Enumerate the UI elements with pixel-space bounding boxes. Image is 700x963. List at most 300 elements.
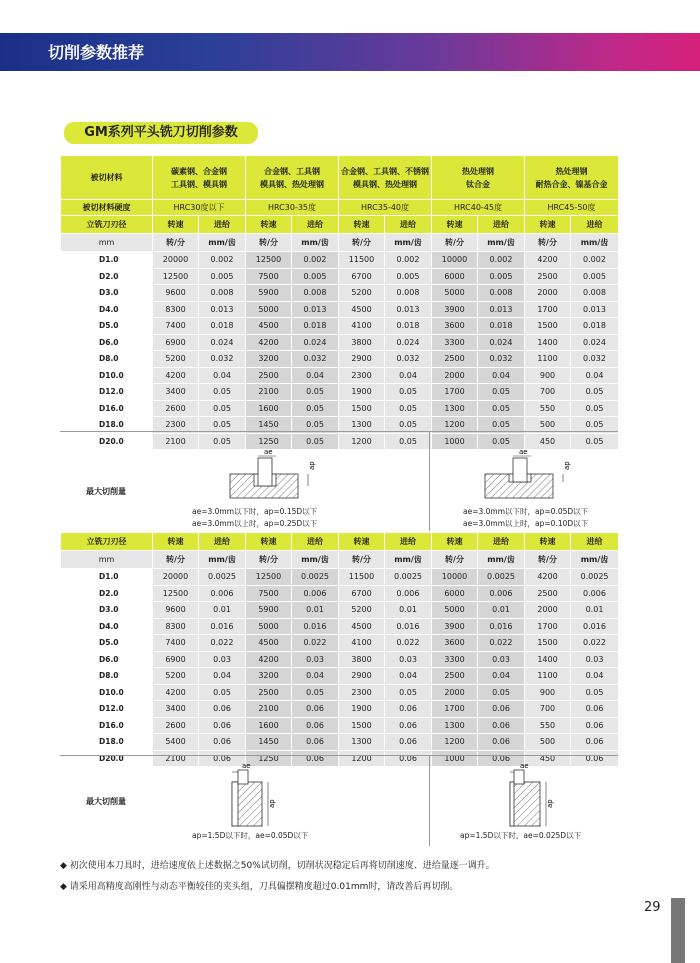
value-cell: 500: [525, 734, 571, 751]
value-cell: 4200: [153, 367, 199, 384]
value-cell: 1100: [525, 351, 571, 368]
feed-label-cell: 进给: [478, 216, 525, 234]
value-cell: 0.008: [292, 285, 339, 302]
diameter-cell: D12.0: [61, 701, 153, 718]
table-row: [61, 668, 619, 685]
value-cell: 8300: [153, 301, 199, 318]
diameter-cell: D6.0: [61, 651, 153, 668]
material-line-2: 模具钢、热处理钢: [353, 179, 417, 189]
diameter-label-cell: 立铣刀刃径: [61, 216, 153, 234]
value-cell: 450: [525, 433, 571, 450]
cut1-right-note-2: ae=3.0mm以上时，ap=0.10D以下: [463, 519, 589, 528]
speed-label-cell: 转速: [432, 533, 478, 551]
value-cell: 0.05: [478, 433, 525, 450]
speed-label-cell: 转速: [153, 216, 199, 234]
value-cell: 7500: [246, 585, 292, 602]
cut-diagram-slot-right: [465, 446, 605, 506]
value-cell: 0.04: [478, 668, 525, 685]
value-cell: 0.06: [199, 717, 246, 734]
value-cell: 0.0025: [292, 569, 339, 586]
value-cell: 0.006: [385, 585, 432, 602]
value-cell: 0.032: [478, 351, 525, 368]
value-cell: 6000: [432, 268, 478, 285]
speed-label-cell: 转速: [525, 533, 571, 551]
value-cell: 0.016: [292, 618, 339, 635]
footnote-2: ◆ 请采用高精度高刚性与动态平衡较佳的夹头组，刀具偏摆精度超过0.01mm时，请改善后再切削。: [60, 882, 459, 892]
value-cell: 4200: [246, 334, 292, 351]
value-cell: 2500: [246, 367, 292, 384]
speed-unit-cell: 转/分: [432, 234, 478, 252]
value-cell: 3800: [339, 334, 385, 351]
value-cell: 1100: [525, 668, 571, 685]
value-cell: 4500: [339, 301, 385, 318]
value-cell: 0.05: [571, 384, 619, 401]
value-cell: 0.022: [571, 635, 619, 652]
value-cell: 1450: [246, 734, 292, 751]
value-cell: 900: [525, 684, 571, 701]
value-cell: 2600: [153, 717, 199, 734]
cut1-left-note-1: ae=3.0mm以下时，ap=0.15D以下: [192, 507, 318, 516]
value-cell: 2300: [339, 367, 385, 384]
feed-label-cell: 进给: [292, 216, 339, 234]
value-cell: 2100: [246, 384, 292, 401]
material-header-cell: [246, 156, 339, 200]
value-cell: 0.032: [199, 351, 246, 368]
value-cell: 0.018: [571, 318, 619, 335]
feed-label-cell: 进给: [478, 533, 525, 551]
value-cell: 0.05: [199, 433, 246, 450]
value-cell: 0.024: [571, 334, 619, 351]
value-cell: 1700: [432, 701, 478, 718]
table-row: [61, 717, 619, 734]
value-cell: 5000: [432, 602, 478, 619]
value-cell: 4500: [246, 318, 292, 335]
value-cell: 5200: [153, 668, 199, 685]
value-cell: 0.002: [292, 252, 339, 269]
value-cell: 1400: [525, 651, 571, 668]
value-cell: 0.032: [385, 351, 432, 368]
ae-label: ae: [519, 448, 528, 456]
footnote-1: ◆ 初次使用本刀具时，进给速度依上述数据之50%试切削，切削状况稳定后再将切削速度、进给量逐一调升。: [60, 861, 495, 871]
value-cell: 0.05: [571, 417, 619, 434]
cutting-table-2: [60, 532, 619, 767]
feed-unit-cell: mm/齿: [292, 551, 339, 569]
value-cell: 1000: [432, 433, 478, 450]
header-banner: [0, 33, 700, 71]
ae-label: ae: [520, 762, 529, 770]
max-cut-section-1: [60, 431, 618, 531]
value-cell: 11500: [339, 252, 385, 269]
value-cell: 2000: [525, 602, 571, 619]
value-cell: 0.06: [571, 717, 619, 734]
value-cell: 0.006: [478, 585, 525, 602]
value-cell: 0.01: [292, 602, 339, 619]
table-row: [61, 635, 619, 652]
value-cell: 8300: [153, 618, 199, 635]
diameter-cell: D10.0: [61, 367, 153, 384]
value-cell: 0.06: [199, 701, 246, 718]
value-cell: 2500: [525, 585, 571, 602]
table-row: [61, 285, 619, 302]
material-line-2: 钛合金: [466, 179, 490, 189]
diameter-cell: D2.0: [61, 585, 153, 602]
value-cell: 1900: [339, 384, 385, 401]
ap-label: ap: [546, 799, 554, 808]
value-cell: 0.0025: [199, 569, 246, 586]
cut2-right-note: ap=1.5D以下时，ae=0.025D以下: [460, 831, 582, 840]
value-cell: 0.006: [199, 585, 246, 602]
value-cell: 3300: [432, 651, 478, 668]
value-cell: 0.06: [571, 701, 619, 718]
value-cell: 0.016: [385, 618, 432, 635]
ae-label: ae: [264, 448, 273, 456]
value-cell: 1250: [246, 750, 292, 767]
diameter-cell: D5.0: [61, 635, 153, 652]
value-cell: 9600: [153, 285, 199, 302]
value-cell: 0.05: [199, 384, 246, 401]
speed-unit-cell: 转/分: [339, 234, 385, 252]
value-cell: 4100: [339, 635, 385, 652]
value-cell: 2000: [525, 285, 571, 302]
value-cell: 5200: [339, 285, 385, 302]
value-cell: 1200: [432, 734, 478, 751]
diameter-cell: D18.0: [61, 734, 153, 751]
value-cell: 0.05: [199, 400, 246, 417]
feed-unit-cell: mm/齿: [571, 551, 619, 569]
speed-label-cell: 转速: [153, 533, 199, 551]
value-cell: 2100: [153, 750, 199, 767]
speed-label-cell: 转速: [246, 533, 292, 551]
value-cell: 5900: [246, 602, 292, 619]
diameter-cell: D2.0: [61, 268, 153, 285]
value-cell: 0.06: [292, 734, 339, 751]
value-cell: 6000: [432, 585, 478, 602]
feed-unit-cell: mm/齿: [292, 234, 339, 252]
value-cell: 0.022: [199, 635, 246, 652]
page-edge-bar: [671, 898, 685, 963]
value-cell: 0.05: [292, 684, 339, 701]
value-cell: 0.016: [571, 618, 619, 635]
diameter-cell: D8.0: [61, 668, 153, 685]
value-cell: 0.013: [478, 301, 525, 318]
value-cell: 0.018: [385, 318, 432, 335]
table-row: [61, 684, 619, 701]
value-cell: 4500: [246, 635, 292, 652]
value-cell: 2000: [432, 684, 478, 701]
value-cell: 0.05: [292, 384, 339, 401]
value-cell: 4200: [246, 651, 292, 668]
value-cell: 1000: [432, 750, 478, 767]
feed-unit-cell: mm/齿: [199, 551, 246, 569]
value-cell: 0.018: [292, 318, 339, 335]
diameter-cell: D12.0: [61, 384, 153, 401]
feed-label-cell: 进给: [199, 216, 246, 234]
value-cell: 0.05: [478, 684, 525, 701]
value-cell: 550: [525, 400, 571, 417]
feed-label-cell: 进给: [385, 216, 432, 234]
feed-unit-cell: mm/齿: [385, 234, 432, 252]
value-cell: 0.0025: [571, 569, 619, 586]
cut1-left-note-2: ae=3.0mm以上时，ap=0.25D以下: [192, 519, 318, 528]
value-cell: 2500: [432, 668, 478, 685]
diameter-label-cell: 立铣刀刃径: [61, 533, 153, 551]
value-cell: 0.06: [478, 717, 525, 734]
max-cut-section-2: [60, 755, 618, 846]
value-cell: 0.05: [385, 433, 432, 450]
value-cell: 5900: [246, 285, 292, 302]
value-cell: 0.05: [571, 400, 619, 417]
value-cell: 0.005: [292, 268, 339, 285]
value-cell: 20000: [153, 569, 199, 586]
value-cell: 3200: [246, 351, 292, 368]
feed-label-cell: 进给: [571, 216, 619, 234]
table-row: [61, 618, 619, 635]
value-cell: 0.01: [385, 602, 432, 619]
value-cell: 5400: [153, 734, 199, 751]
speed-label-cell: 转速: [339, 216, 385, 234]
material-header-cell: [432, 156, 525, 200]
value-cell: 0.01: [199, 602, 246, 619]
value-cell: 5000: [246, 301, 292, 318]
diameter-cell: D6.0: [61, 334, 153, 351]
value-cell: 0.06: [292, 717, 339, 734]
value-cell: 0.06: [571, 750, 619, 767]
feed-label-cell: 进给: [292, 533, 339, 551]
hardness-cell: HRC30度以下: [153, 200, 246, 216]
value-cell: 4200: [153, 684, 199, 701]
value-cell: 0.06: [478, 750, 525, 767]
value-cell: 0.05: [292, 400, 339, 417]
value-cell: 0.032: [292, 351, 339, 368]
value-cell: 1500: [339, 400, 385, 417]
speed-unit-cell: 转/分: [153, 234, 199, 252]
value-cell: 0.05: [478, 400, 525, 417]
diameter-cell: D18.0: [61, 417, 153, 434]
table-row: [61, 701, 619, 718]
material-line-1: 碳素钢、合金钢: [171, 166, 227, 176]
value-cell: 0.05: [385, 684, 432, 701]
table-row: [61, 602, 619, 619]
value-cell: 0.018: [199, 318, 246, 335]
feed-unit-cell: mm/齿: [478, 551, 525, 569]
value-cell: 5200: [153, 351, 199, 368]
table-row: [61, 268, 619, 285]
value-cell: 2100: [246, 701, 292, 718]
value-cell: 500: [525, 417, 571, 434]
value-cell: 0.016: [478, 618, 525, 635]
material-line-1: 合金钢、工具钢: [264, 166, 320, 176]
value-cell: 0.04: [478, 367, 525, 384]
diameter-cell: D1.0: [61, 569, 153, 586]
value-cell: 4500: [339, 618, 385, 635]
cut2-left-note: ap=1.5D以下时，ae=0.05D以下: [192, 831, 309, 840]
value-cell: 0.04: [199, 668, 246, 685]
feed-unit-cell: mm/齿: [199, 234, 246, 252]
value-cell: 3600: [432, 635, 478, 652]
value-cell: 0.013: [199, 301, 246, 318]
value-cell: 450: [525, 750, 571, 767]
speed-unit-cell: 转/分: [525, 234, 571, 252]
ap-label: ap: [268, 799, 276, 808]
diameter-cell: D20.0: [61, 433, 153, 450]
page-number: 29: [644, 900, 661, 915]
value-cell: 0.04: [571, 668, 619, 685]
value-cell: 7400: [153, 318, 199, 335]
value-cell: 1600: [246, 400, 292, 417]
speed-unit-cell: 转/分: [153, 551, 199, 569]
diameter-cell: D16.0: [61, 717, 153, 734]
value-cell: 0.05: [571, 433, 619, 450]
hardness-cell: HRC40-45度: [432, 200, 525, 216]
value-cell: 0.04: [292, 668, 339, 685]
value-cell: 3900: [432, 618, 478, 635]
value-cell: 0.05: [292, 433, 339, 450]
value-cell: 1200: [339, 750, 385, 767]
value-cell: 0.06: [385, 717, 432, 734]
diameter-cell: D3.0: [61, 285, 153, 302]
value-cell: 12500: [246, 569, 292, 586]
table-row: [61, 318, 619, 335]
value-cell: 12500: [153, 585, 199, 602]
value-cell: 0.008: [478, 285, 525, 302]
value-cell: 0.008: [385, 285, 432, 302]
value-cell: 2300: [339, 684, 385, 701]
material-line-1: 合金钢、工具钢、不锈钢: [341, 166, 429, 176]
ap-label: ap: [308, 461, 316, 470]
speed-label-cell: 转速: [246, 216, 292, 234]
value-cell: 3800: [339, 651, 385, 668]
material-header-cell: [339, 156, 432, 200]
value-cell: 3200: [246, 668, 292, 685]
value-cell: 0.013: [571, 301, 619, 318]
value-cell: 2500: [432, 351, 478, 368]
value-cell: 0.06: [292, 750, 339, 767]
value-cell: 0.01: [571, 602, 619, 619]
value-cell: 0.05: [199, 417, 246, 434]
value-cell: 0.05: [385, 417, 432, 434]
value-cell: 0.022: [478, 635, 525, 652]
value-cell: 1900: [339, 701, 385, 718]
diameter-unit-cell: mm: [61, 234, 153, 252]
material-label-cell: 被切材料: [61, 156, 153, 200]
section-title: GM系列平头铣刀切削参数: [64, 122, 258, 144]
value-cell: 0.008: [571, 285, 619, 302]
value-cell: 1250: [246, 433, 292, 450]
diameter-unit-cell: mm: [61, 551, 153, 569]
value-cell: 9600: [153, 602, 199, 619]
speed-unit-cell: 转/分: [246, 234, 292, 252]
table-row: [61, 384, 619, 401]
value-cell: 4200: [525, 569, 571, 586]
value-cell: 0.016: [199, 618, 246, 635]
material-header-cell: [525, 156, 619, 200]
value-cell: 0.018: [478, 318, 525, 335]
value-cell: 0.002: [199, 252, 246, 269]
value-cell: 20000: [153, 252, 199, 269]
diameter-cell: D3.0: [61, 602, 153, 619]
value-cell: 1700: [525, 301, 571, 318]
ap-label: ap: [563, 461, 571, 470]
cutting-table-1: [60, 155, 619, 450]
cut1-right-note-1: ae=3.0mm以下时，ap=0.05D以下: [463, 507, 589, 516]
feed-unit-cell: mm/齿: [571, 234, 619, 252]
value-cell: 0.05: [385, 384, 432, 401]
table-row: [61, 367, 619, 384]
max-cut-label: 最大切削量: [86, 487, 126, 496]
value-cell: 1500: [525, 318, 571, 335]
value-cell: 0.05: [478, 417, 525, 434]
value-cell: 12500: [153, 268, 199, 285]
value-cell: 2500: [246, 684, 292, 701]
table-row: [61, 569, 619, 586]
header-title: 切削参数推荐: [48, 43, 145, 62]
value-cell: 0.04: [385, 367, 432, 384]
table-row: [61, 334, 619, 351]
material-line-2: 耐热合金、镍基合金: [535, 179, 608, 189]
table-row: [61, 400, 619, 417]
value-cell: 0.005: [199, 268, 246, 285]
value-cell: 0.002: [385, 252, 432, 269]
value-cell: 10000: [432, 569, 478, 586]
value-cell: 0.022: [292, 635, 339, 652]
value-cell: 0.05: [571, 684, 619, 701]
value-cell: 0.06: [292, 701, 339, 718]
speed-label-cell: 转速: [432, 216, 478, 234]
value-cell: 1450: [246, 417, 292, 434]
table-row: [61, 252, 619, 269]
ae-label: ae: [242, 762, 251, 770]
value-cell: 3900: [432, 301, 478, 318]
table-row: [61, 351, 619, 368]
hardness-cell: HRC30-35度: [246, 200, 339, 216]
value-cell: 0.06: [385, 734, 432, 751]
value-cell: 3300: [432, 334, 478, 351]
table-row: [61, 651, 619, 668]
cut-diagram-side-left: [220, 760, 320, 832]
value-cell: 4100: [339, 318, 385, 335]
feed-label-cell: 进给: [571, 533, 619, 551]
value-cell: 1300: [432, 717, 478, 734]
value-cell: 1400: [525, 334, 571, 351]
material-line-2: 模具钢、热处理钢: [260, 179, 324, 189]
material-header-cell: [153, 156, 246, 200]
cut-diagram-slot-left: [210, 446, 350, 506]
table-row: [61, 301, 619, 318]
value-cell: 4200: [525, 252, 571, 269]
diameter-cell: D16.0: [61, 400, 153, 417]
value-cell: 5000: [246, 618, 292, 635]
material-line-1: 热处理钢: [555, 166, 588, 176]
value-cell: 11500: [339, 569, 385, 586]
value-cell: 0.03: [478, 651, 525, 668]
value-cell: 0.06: [199, 734, 246, 751]
hardness-label-cell: 被切材料硬度: [61, 200, 153, 216]
value-cell: 2600: [153, 400, 199, 417]
value-cell: 6700: [339, 585, 385, 602]
value-cell: 0.024: [385, 334, 432, 351]
speed-unit-cell: 转/分: [246, 551, 292, 569]
value-cell: 6900: [153, 651, 199, 668]
value-cell: 0.05: [385, 400, 432, 417]
value-cell: 0.013: [385, 301, 432, 318]
value-cell: 550: [525, 717, 571, 734]
feed-unit-cell: mm/齿: [478, 234, 525, 252]
feed-label-cell: 进给: [385, 533, 432, 551]
value-cell: 0.022: [385, 635, 432, 652]
value-cell: 0.06: [478, 734, 525, 751]
value-cell: 0.06: [385, 701, 432, 718]
value-cell: 900: [525, 367, 571, 384]
